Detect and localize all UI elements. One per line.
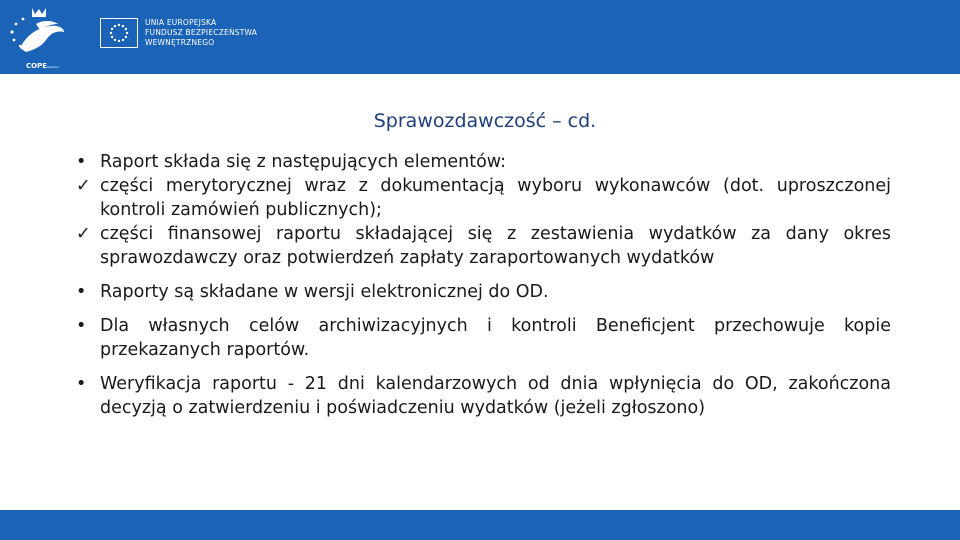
eu-line-2: FUNDUSZ BEZPIECZEŃSTWA — [145, 28, 258, 37]
eu-line-1: UNIA EUROPEJSKA — [145, 18, 217, 27]
header-bar — [0, 0, 960, 74]
bullet-marker: • — [76, 152, 87, 172]
check-text: części finansowej raportu składającej się z zestawienia wydatków za dany okres sprawozdawczy oraz potwierdzeń zapłaty zaraportowanych wydatków — [100, 224, 891, 268]
footer-bar — [0, 510, 960, 540]
bullet-item — [76, 150, 891, 174]
check-text: części merytorycznej wraz z dokumentacją wyboru wykonawców (dot. uproszczonej kontroli zamówień publicznych); — [100, 176, 891, 220]
cope-logo — [6, 6, 70, 70]
eagle-logo-icon — [6, 6, 70, 58]
bullet-item — [76, 314, 891, 362]
bullet-text: Weryfikacja raportu - 21 dni kalendarzowych od dnia wpłynięcia do OD, zakończona decyzją o zatwierdzeniu i poświadczeniu wydatków (jeżeli zgłoszono) — [100, 374, 891, 418]
check-item — [76, 174, 891, 222]
cope-logo-text — [26, 62, 59, 70]
cope-subtext: wyamcc — [47, 65, 60, 69]
checkmark-icon: ✓ — [76, 224, 91, 244]
bullet-text: Raporty są składane w wersji elektronicznej do OD. — [100, 282, 549, 302]
eu-flag-icon — [100, 18, 138, 48]
eu-line-3: WEWNĘTRZNEGO — [145, 38, 215, 47]
eu-fund-label — [145, 18, 275, 48]
bullet-item — [76, 372, 891, 420]
slide-title: Sprawozdawczość – cd. — [373, 110, 597, 132]
cope-wordmark: COPE — [26, 62, 47, 70]
checkmark-icon: ✓ — [76, 176, 91, 196]
bullet-marker: • — [76, 282, 87, 302]
bullet-marker: • — [76, 316, 87, 336]
bullet-text: Raport składa się z następujących elementów: — [100, 152, 507, 172]
bullet-text: Dla własnych celów archiwizacyjnych i kontroli Beneficjent przechowuje kopie przekazanych raportów. — [100, 316, 891, 360]
bullet-marker: • — [76, 374, 87, 394]
bullet-item — [76, 280, 891, 304]
slide-content — [76, 150, 891, 420]
check-item — [76, 222, 891, 270]
